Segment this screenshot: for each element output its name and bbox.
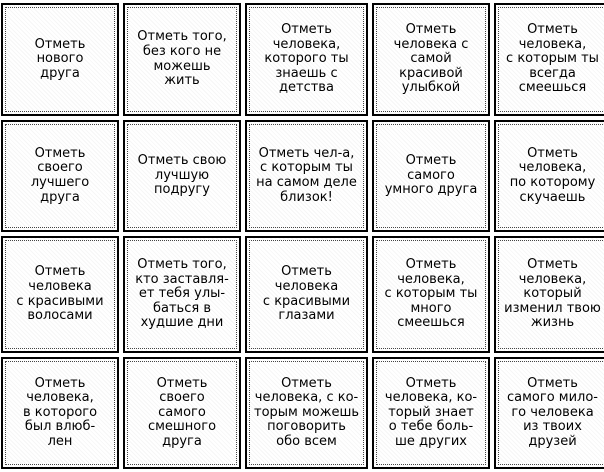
cell-text: Отметь того, кто заставля- ет тебя улы- баться в худшие дни xyxy=(135,257,229,331)
grid-cell[interactable] xyxy=(123,120,241,232)
cell-text: Отметь человека, с которым ты всегда смеешься xyxy=(506,22,599,96)
grid-cell[interactable] xyxy=(494,236,604,353)
cell-text: Отметь человека, по которому скучаешь xyxy=(509,145,596,205)
grid-cell[interactable] xyxy=(372,3,490,116)
grid-cell[interactable] xyxy=(1,236,119,353)
cell-text: Отметь человека, ко- торый знает о тебе боль- ше других xyxy=(384,375,478,449)
grid-cell[interactable] xyxy=(494,120,604,232)
grid-cell[interactable] xyxy=(372,236,490,353)
cell-text: Отметь того, без кого не можешь жить xyxy=(137,29,227,89)
grid-cell[interactable] xyxy=(245,357,368,469)
cell-text: Отметь человека, который изменил твою жизнь xyxy=(504,257,601,331)
grid-cell[interactable] xyxy=(372,357,490,469)
grid-cell[interactable] xyxy=(372,120,490,232)
cell-text: Отметь нового друга xyxy=(34,36,86,81)
cell-text: Отметь самого умного друга xyxy=(384,153,478,198)
grid-cell[interactable] xyxy=(245,236,368,353)
grid-cell[interactable] xyxy=(245,3,368,116)
grid-cell[interactable] xyxy=(494,3,604,116)
cell-text: Отметь своего самого смешного друга xyxy=(147,375,217,449)
cell-text: Отметь человека с красивыми волосами xyxy=(16,264,104,324)
grid-cell[interactable] xyxy=(1,120,119,232)
cell-text: Отметь человека, с которым ты много смеешься xyxy=(384,257,478,331)
grid-cell[interactable] xyxy=(123,357,241,469)
grid-cell[interactable] xyxy=(1,357,119,469)
cell-text: Отметь человека с самой красивой улыбкой xyxy=(393,22,469,96)
grid-cell[interactable] xyxy=(1,3,119,116)
cell-text: Отметь человека, с ко- торым можешь поговорить обо всем xyxy=(254,375,360,449)
cell-text: Отметь человека, в которого был влюб- лен xyxy=(22,375,98,449)
cell-text: Отметь чел-а, с которым ты на самом деле близок! xyxy=(256,145,357,205)
grid-cell[interactable] xyxy=(123,236,241,353)
cell-text: Отметь свою лучшую подругу xyxy=(137,153,227,198)
cell-text: Отметь своего лучшего друга xyxy=(30,145,90,205)
cell-text: Отметь человека, которого ты знаешь с детства xyxy=(264,22,349,96)
grid-cell[interactable] xyxy=(123,3,241,116)
grid-cell[interactable] xyxy=(494,357,604,469)
cell-text: Отметь человека с красивыми глазами xyxy=(262,264,351,324)
cell-text: Отметь самого мило- го человека из твоих друзей xyxy=(507,375,598,449)
grid-cell[interactable] xyxy=(245,120,368,232)
